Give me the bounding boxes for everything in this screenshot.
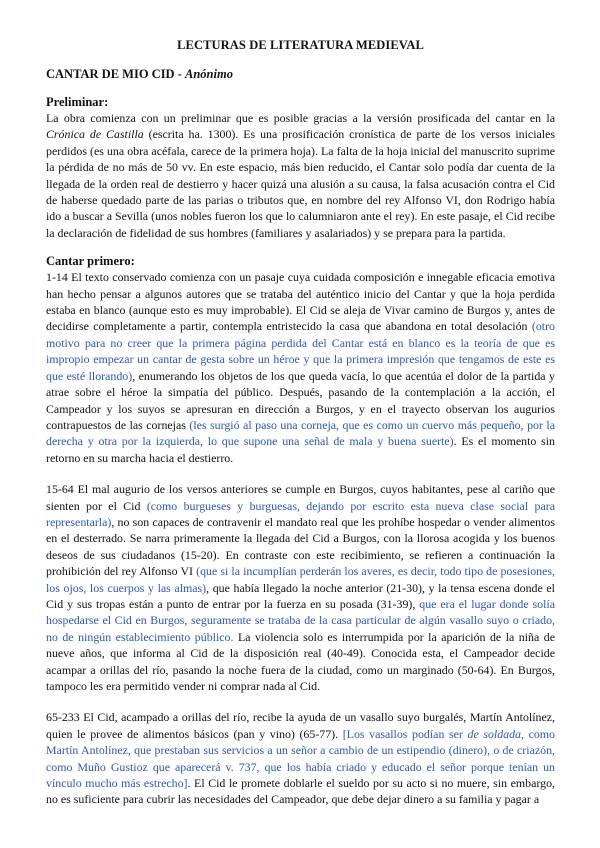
preliminar-paragraph: La obra comienza con un preliminar que es posible gracias a la versión prosificada del cantar en la Crónica de Castilla (escrita ha. 1300). Es una prosificación cronística de parte de los versos iniciales perdidos (es una obra acéfala, carece de la primera hoja). La falta de la hoja inicial del manuscrito suprime la pérdida de no más de 50 vv. En este espacio, más bien reducido, el Cantar solo podía dar cuenta de la llegada de la orden real de destierro y hacer quizá una alusión a su causa, la falsa acusación contra el Cid de haberse quedado parte de las parias o tributos que, en nombre del rey Alfonso VI, don Rodrigo había ido a buscar a Sevilla (unos nobles fueron los que lo calumniaron ante el rey). En este pasaje, el Cid recibe la declaración de fidelidad de sus hombres (familiares y asalariados) y se prepara para la partida. [46, 111, 555, 240]
annotation: (otro motivo para no creer que la primera página perdida del Cantar está en blanco es la teoría de que es impropio empezar un cantar de gesta sobre un héroe y que la primera impresión que tengamos de este es que esté llorando) [46, 319, 555, 383]
annotation: , como Martín Antolínez, que prestaban sus servicios a un señor a cambio de un estipendio (dinero), o de criazón, como Muño Gustioz que aparecerá v. 737, que los había criado y educado el señor porque tenían un vínculo mucho más estrecho] [46, 726, 555, 791]
work-author: Anónimo [185, 67, 233, 81]
paragraph-1-14: 1-14 El texto conservado comienza con un pasaje cuya cuidada composición e innegable eficacia emotiva han hecho pensar a algunos autores que se trataba del auténtico inicio del Cantar y que la hoja perdida estaba en blanco (aunque esto es muy improbable). El Cid se aleja de Vivar camino de Burgos y, antes de decidirse completamente a partir, contempla entristecido la casa que abandona en total desolación (otro motivo para no creer que la primera página perdida del Cantar está en blanco es la teoría de que es impropio empezar un cantar de gesta sobre un héroe y que la primera impresión que tengamos de este es que esté llorando), enumerando los objetos de los que queda vacía, lo que acentúa el dolor de la partida y atrae sobre el héroe la simpatía del público. Después, pasando de la contemplación a la acción, el Campeador y los suyos se apresuran en dirección a Burgos, y en el trayecto observan los augurios contrapuestos de las cornejas (les surgió al paso una corneja, que es como un cuervo más pequeño, por la derecha y otra por la izquierda, lo que supone una señal de mala y buena suerte). Es el momento sin retorno en su marcha hacia el destierro. [46, 270, 555, 465]
section-heading-preliminar: Preliminar: [46, 95, 109, 109]
section-heading-cantar-primero: Cantar primero: [46, 254, 135, 269]
paragraph-15-64: 15-64 El mal augurio de los versos anteriores se cumple en Burgos, cuyos habitantes, pese al cariño que sienten por el Cid (como burgueses y burguesas, dejando por escrito esta nueva clase social para representarla), no son capaces de contravenir el mandato real que les prohíbe hospedar o vender alimentos en el desterrado. Se narra primeramente la llegada del Cid a Burgos, con la llorosa acogida y los buenos deseos de sus ciudadanos (15-20). En contraste con este recibimiento, se refieren a continuación la prohibición del rey Alfonso VI (que si la incumplían perderán los averes, es decir, todo tipo de posesiones, los ojos, los cuerpos y las almas), que había llegado la noche anterior (21-30), y la tensa escena donde el Cid y sus tropas están a punto de entrar por la fuerza en su posada (31-39), que era el lugar donde solía hospedarse el Cid en Burgos, seguramente se trataba de la casa particular de algún vasallo suyo o criado, no de ningún establecimiento público. La violencia solo es interrumpida por la aparición de la niña de nueve años, que informa al Cid de la disposición real (40-49). Conocida esta, el Campeador decide acampar a orillas del río, pasando la noche fuera de la ciudad, como un marginado (50-64). En Burgos, tampoco les era permitido vender ni comprar nada al Cid. [46, 482, 556, 693]
chronicle-title: Crónica de Castilla [46, 127, 144, 142]
annotation: (que si la incumplían perderán los averes, es decir, todo tipo de posesiones, los ojos, los cuerpos y las almas) [46, 564, 555, 595]
annotation: [Los vasallos podían ser [342, 726, 468, 741]
annotation: (como burgueses y burguesas, dejando por escrito esta nueva clase social para representarla) [46, 498, 555, 529]
document-page [46, 38, 555, 808]
work-heading [46, 67, 555, 82]
work-separator: - [174, 67, 186, 81]
annotation-italic: de soldada [467, 726, 521, 741]
document-title: LECTURAS DE LITERATURA MEDIEVAL [177, 38, 424, 52]
annotation: (les surgió al paso una corneja, que es como un cuervo más pequeño, por la derecha y otra por la izquierda, lo que supone una señal de mala y buena suerte) [46, 417, 555, 449]
work-title: CANTAR DE MIO CID [46, 67, 175, 81]
paragraph-65-233: 65-233 El Cid, acampado a orillas del río, recibe la ayuda de un vasallo suyo burgalés, Martín Antolínez, quien le provee de alimentos básicos (pan y vino) (65-77). [Los vasallos podían ser de soldada, como Martín Antolínez, que prestaban sus servicios a un señor a cambio de un estipendio (dinero), o de criazón, como Muño Gustioz que aparecerá v. 737, que los había criado y educado el señor porque tenían un vínculo mucho más estrecho]. El Cid le promete doblarle el sueldo por su acto si no muere, sin embargo, no es suficiente para cubrir las necesidades del Campeador, que debe dejar dinero a su familia y pagar a [46, 710, 555, 807]
annotation: que era el lugar donde solía hospedarse el Cid en Burgos, seguramente se trataba de la casa particular de algún vasallo suyo o criado, no de ningún establecimiento público. [46, 596, 556, 644]
